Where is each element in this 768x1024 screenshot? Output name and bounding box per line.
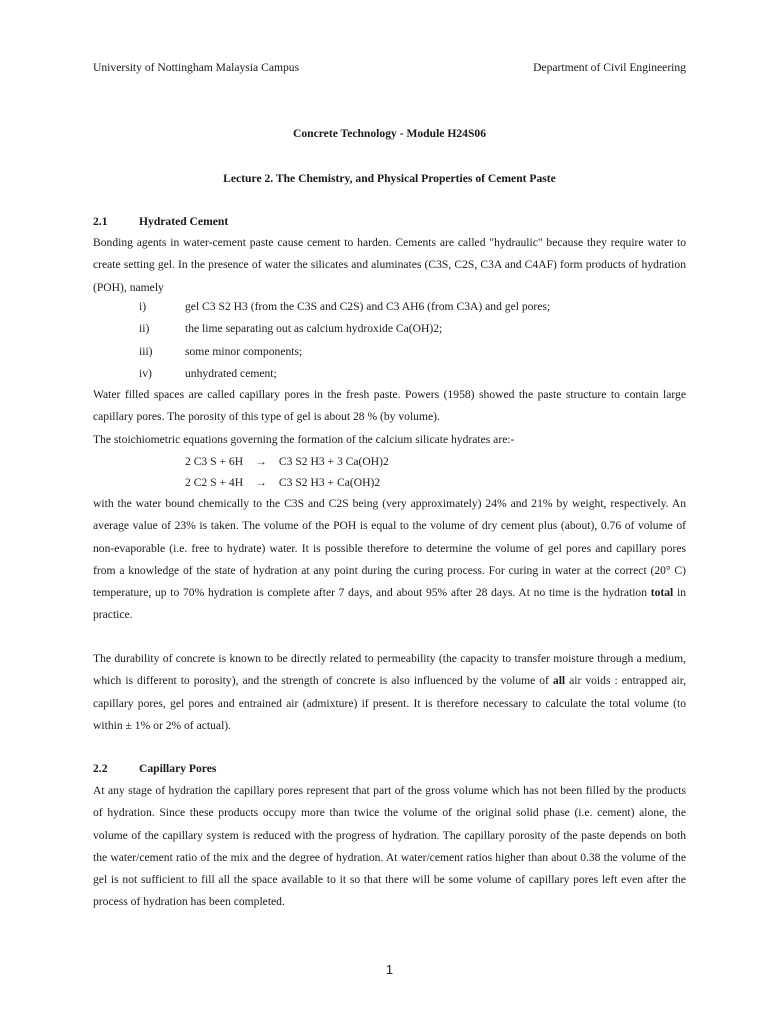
equation-c3s	[185, 455, 389, 468]
section-heading-2-1	[93, 215, 228, 228]
course-title: Concrete Technology - Module H24S06	[292, 127, 487, 140]
list-text: unhydrated cement;	[185, 367, 277, 380]
page-header	[93, 61, 686, 74]
list-text: some minor components;	[185, 345, 303, 358]
section-title: Hydrated Cement	[139, 215, 229, 228]
text-run: in practice.	[93, 586, 687, 622]
lecture-title: Lecture 2. The Chemistry, and Physical Properties of Cement Paste	[223, 172, 556, 185]
section-title: Capillary Pores	[139, 762, 217, 775]
list-marker: ii)	[139, 322, 150, 335]
text-run: air voids : entrapped air, capillary pores, gel pores and entrained air (admixture) if present. It is therefore necessary to calculate the total volume (to within ± 1% or 2% of actual).	[93, 674, 686, 732]
section-number: 2.1	[93, 215, 108, 228]
list-marker: i)	[139, 300, 147, 313]
list-item	[139, 322, 442, 335]
paragraph-capillary-pores: At any stage of hydration the capillary pores represent that part of the gross volume which has not been filled by the products of hydration. Since these products occupy more than twice the volume of the original solid phase (i.e. cement) alone, the volume of the capillary system is reduced with the progress of hydration. The capillary porosity of the paste depends on both the water/cement ratio of the mix and the degree of hydration. At water/cement ratios higher than about 0.38 the volume of the gel is not sufficient to fill all the space available to it so that there will be some volume of capillary pores left even after the process of hydration has been completed.	[93, 784, 686, 909]
list-marker: iii)	[139, 345, 153, 358]
equation-c2s	[185, 476, 380, 489]
paragraph-capillary-water: Water filled spaces are called capillary pores in the fresh paste. Powers (1958) showed the paste structure to contain large capillary pores. The porosity of this type of gel is about 28 % (by volume).	[93, 388, 686, 424]
text-run: with the water bound chemically to the C3S and C2S being (very approximately) 24% and 21% by weight, respectively. An average value of 23% is taken. The volume of the POH is equal to the volume of dry cement plus (about), 0.76 of volume of non-evaporable (i.e. free to hydrate) water. It is possible therefore to determine the volume of gel pores and capillary pores from a knowledge of the state of hydration at any point during the curing process. For curing in water at the correct (20° C) temperature, up to 70% hydration is complete after 7 days, and about 95% after 28 days. At no time is the hydration	[93, 497, 686, 600]
reaction-arrow: →	[255, 455, 267, 468]
paragraph-durability	[93, 648, 686, 737]
paragraph-hydrated-intro: Bonding agents in water-cement paste cause cement to harden. Cements are called "hydraulic" because they require water to create setting gel. In the presence of water the silicates and aluminates (C3S, C2S, C3A and C4AF) form products of hydration (POH), namely	[93, 236, 686, 294]
emphasis-all: all	[552, 674, 566, 688]
list-marker: iv)	[139, 367, 152, 380]
text-run: The durability of concrete is known to be directly related to permeability (the capacity to transfer moisture through a medium, which is different to porosity), and the strength of concrete is also influenced by the volume of	[93, 652, 686, 688]
header-institution: University of Nottingham Malaysia Campus	[93, 61, 300, 74]
list-item	[139, 300, 550, 313]
reaction-arrow: →	[255, 476, 267, 489]
list-item	[139, 345, 302, 358]
emphasis-total: total	[650, 586, 674, 600]
section-heading-2-2	[93, 762, 216, 775]
list-item	[139, 367, 277, 380]
paragraph-bound-water	[93, 493, 686, 627]
equation-lhs: 2 C2 S + 4H	[185, 476, 244, 489]
list-text: the lime separating out as calcium hydroxide Ca(OH)2;	[185, 322, 443, 335]
section-number: 2.2	[93, 762, 108, 775]
equation-lhs: 2 C3 S + 6H	[185, 455, 244, 468]
list-text: gel C3 S2 H3 (from the C3S and C2S) and C3 AH6 (from C3A) and gel pores;	[185, 300, 551, 313]
paragraph-equation-intro: The stoichiometric equations governing the formation of the calcium silicate hydrates are:-	[93, 433, 515, 446]
header-department: Department of Civil Engineering	[533, 61, 686, 74]
page-number: 1	[385, 962, 394, 977]
equation-rhs: C3 S2 H3 + 3 Ca(OH)2	[278, 455, 389, 468]
equation-rhs: C3 S2 H3 + Ca(OH)2	[278, 476, 381, 489]
